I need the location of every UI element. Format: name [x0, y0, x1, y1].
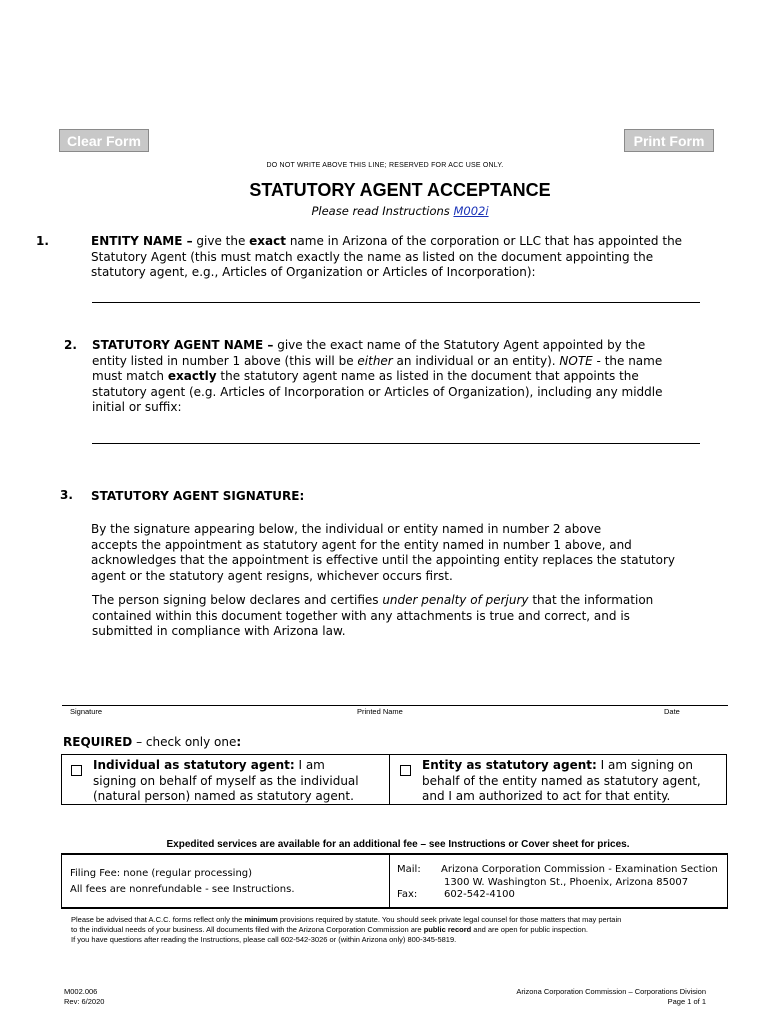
- required-divider: [389, 755, 390, 804]
- advisory-a1: Please be advised that A.C.C. forms reflect only the: [71, 915, 245, 924]
- advisory-phone: If you have questions after reading the Instructions, please call 602-542-3026 or (within Arizona only) 800-345-5819.: [71, 935, 457, 944]
- section2-l2c: - the name: [592, 353, 663, 368]
- individual-agent-line2: signing on behalf of myself as the individual: [93, 773, 359, 788]
- signature-label: Signature: [70, 707, 103, 716]
- advisory-minimum: minimum: [244, 915, 278, 924]
- fax-number: 602-542-4100: [444, 889, 515, 900]
- advisory-b1: to the individual needs of your business. All documents filed with the Arizona Corporation Commission are: [71, 925, 424, 934]
- section2-l2b: an individual or an entity).: [392, 353, 560, 368]
- entity-agent-heading: Entity as statutory agent:: [422, 758, 597, 772]
- required-rest: – check only one: [132, 735, 237, 749]
- required-heading: [63, 735, 241, 751]
- instructions-link[interactable]: M002i: [453, 204, 489, 218]
- print-form-button[interactable]: Print Form: [624, 129, 714, 152]
- section1-t2: name in Arizona of the corporation or LLC that has appointed the: [286, 234, 683, 248]
- page-title: STATUTORY AGENT ACCEPTANCE: [249, 180, 551, 200]
- section3-p1-line: acknowledges that the appointment is effective until the appointing entity replaces the statutory: [91, 553, 676, 567]
- section1-line3: statutory agent, e.g., Articles of Organization or Articles of Incorporation):: [91, 265, 536, 279]
- mail-address-line2: 1300 W. Washington St., Phoenix, Arizona 85007: [444, 877, 689, 888]
- entity-agent-line3: and I am authorized to act for that entity.: [422, 789, 671, 803]
- entity-agent-checkbox[interactable]: [400, 765, 411, 776]
- instructions-note: [0, 204, 770, 218]
- form-number: M002.006: [64, 987, 98, 996]
- individual-agent-text: [93, 758, 383, 805]
- fax-label: Fax:: [397, 889, 418, 900]
- section2-text: [92, 338, 752, 416]
- section3-p2-line3: submitted in compliance with Arizona law.: [92, 624, 346, 638]
- date-label: Date: [664, 707, 680, 716]
- section3-p2b: that the information: [528, 593, 654, 607]
- advisory-public-record: public record: [423, 925, 472, 934]
- section3-p1-line: accepts the appointment as statutory agent for the entity named in number 1 above, and: [91, 537, 632, 552]
- signature-line[interactable]: [62, 705, 728, 706]
- section3-number: 3.: [60, 488, 73, 502]
- advisory-b2: and are open for public inspection.: [471, 925, 588, 934]
- section2-l3a: must match: [92, 369, 168, 383]
- individual-agent-t1: I am: [294, 758, 325, 772]
- printed-name-label: Printed Name: [357, 707, 403, 716]
- filing-fee: Filing Fee: none (regular processing): [70, 868, 253, 879]
- section3-heading: STATUTORY AGENT SIGNATURE:: [91, 489, 305, 503]
- entity-agent-text: [422, 758, 722, 805]
- required-label: REQUIRED: [63, 735, 133, 749]
- section2-l2a: entity listed in number 1 above (this will be: [92, 353, 358, 368]
- section1-heading: ENTITY NAME –: [91, 234, 193, 248]
- entity-agent-t1: I am signing on: [596, 758, 693, 772]
- section3-paragraph1: [91, 522, 751, 584]
- entity-agent-line2: behalf of the entity named as statutory agent,: [422, 773, 701, 788]
- individual-agent-heading: Individual as statutory agent:: [93, 758, 295, 772]
- section1-t1: give the: [192, 234, 250, 248]
- section2-exactly: exactly: [167, 369, 217, 383]
- fees-divider: [389, 855, 390, 907]
- section2-line4: statutory agent (e.g. Articles of Incorporation or Articles of Organization), including any middle: [92, 384, 663, 399]
- mail-label: Mail:: [397, 864, 421, 875]
- agency-name: Arizona Corporation Commission – Corporations Division: [516, 987, 706, 996]
- advisory-text: [71, 915, 731, 945]
- fees-nonrefundable: All fees are nonrefundable - see Instructions.: [70, 884, 295, 895]
- instructions-prefix: Please read Instructions: [311, 204, 454, 218]
- section3-p1-line: agent or the statutory agent resigns, whichever occurs first.: [91, 568, 453, 583]
- section2-line5: initial or suffix:: [92, 400, 182, 414]
- advisory-a2: provisions required by statute. You should seek private legal counsel for those matters that may pertain: [277, 915, 622, 924]
- section1-number: 1.: [36, 234, 49, 248]
- agent-name-line[interactable]: [92, 443, 700, 444]
- expedited-notice: Expedited services are available for an additional fee – see Instructions or Cover sheet for prices.: [166, 839, 630, 850]
- section2-either: either: [357, 353, 393, 368]
- section2-heading: STATUTORY AGENT NAME –: [92, 338, 274, 352]
- section2-t1: give the exact name of the Statutory Agent appointed by the: [273, 338, 646, 352]
- revision-date: Rev: 6/2020: [64, 997, 105, 1006]
- individual-agent-checkbox[interactable]: [71, 765, 82, 776]
- section3-p2a: The person signing below declares and certifies: [92, 593, 383, 607]
- section2-number: 2.: [64, 338, 77, 352]
- section1-text: [91, 234, 751, 281]
- page-number: Page 1 of 1: [667, 997, 706, 1006]
- entity-name-line[interactable]: [92, 302, 700, 303]
- section1-line2: Statutory Agent (this must match exactly the name as listed on the document appointing the: [91, 249, 654, 264]
- mail-address-line1: Arizona Corporation Commission - Examination Section: [441, 864, 718, 875]
- section2-note: NOTE: [559, 353, 593, 368]
- section3-p1-line: By the signature appearing below, the individual or entity named in number 2 above: [91, 522, 602, 536]
- section3-perjury: under penalty of perjury: [382, 593, 529, 607]
- individual-agent-line3: (natural person) named as statutory agent.: [93, 789, 354, 803]
- clear-form-button[interactable]: Clear Form: [59, 129, 149, 152]
- section3-paragraph2: [92, 593, 752, 640]
- required-colon: :: [236, 735, 242, 749]
- reserved-line-notice: DO NOT WRITE ABOVE THIS LINE; RESERVED FOR ACC USE ONLY.: [266, 162, 504, 169]
- section1-exact: exact: [249, 234, 286, 248]
- section3-p2-line2: contained within this document together with any attachments is true and correct, and is: [92, 608, 630, 623]
- section2-l3b: the statutory agent name as listed in the document that appoints the: [216, 369, 639, 383]
